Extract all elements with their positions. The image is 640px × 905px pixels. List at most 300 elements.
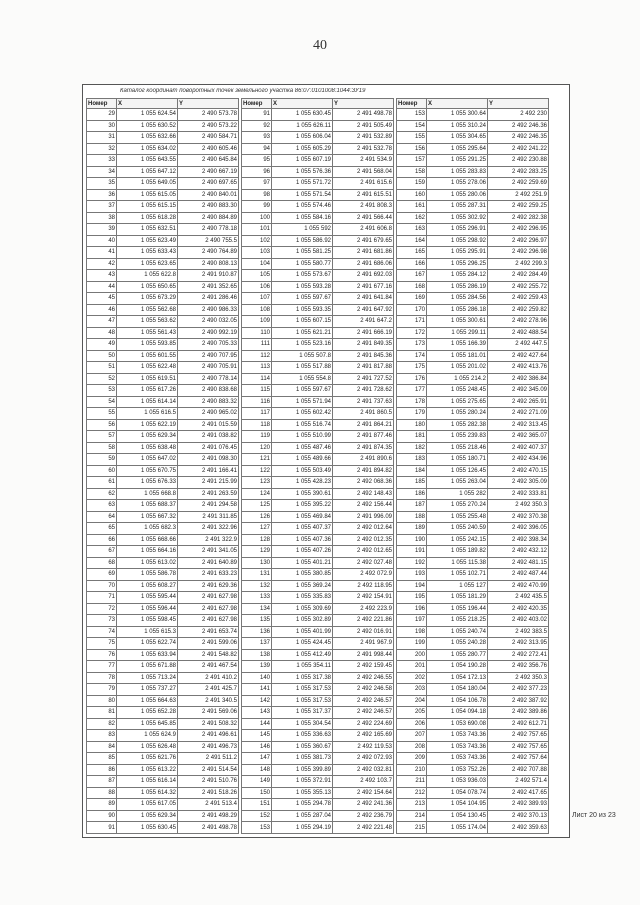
coord-y: 2 491 410.2 xyxy=(178,672,239,684)
coord-y: 2 492 255.72 xyxy=(488,281,549,293)
header-row xyxy=(397,99,549,109)
coord-y: 2 491 425.7 xyxy=(178,684,239,696)
point-number: 81 xyxy=(87,707,117,719)
coord-x: 1 055 360.67 xyxy=(272,741,333,753)
coord-y: 2 492 305.09 xyxy=(488,477,549,489)
point-number: 203 xyxy=(397,684,427,696)
coord-y: 2 492 230.88 xyxy=(488,155,549,167)
coord-y: 2 491 322.9 xyxy=(178,534,239,546)
coord-y: 2 492 571.4 xyxy=(488,776,549,788)
table-row xyxy=(242,235,394,247)
coord-x: 1 055 593.85 xyxy=(117,339,178,351)
coord-y: 2 492 221.86 xyxy=(333,615,394,627)
table-row xyxy=(397,143,549,155)
coord-y: 2 491 615.6 xyxy=(333,178,394,190)
coord-x: 1 055 284.56 xyxy=(427,293,488,305)
coord-y: 2 492 757.64 xyxy=(488,753,549,765)
point-number: 176 xyxy=(397,373,427,385)
coord-y: 2 492 032.81 xyxy=(333,764,394,776)
coord-y: 2 490 965.02 xyxy=(178,408,239,420)
table-row xyxy=(397,132,549,144)
coord-y: 2 492 156.44 xyxy=(333,500,394,512)
point-number: 32 xyxy=(87,143,117,155)
table-row xyxy=(87,385,239,397)
table-row xyxy=(397,247,549,259)
point-number: 85 xyxy=(87,753,117,765)
coord-y: 2 491 496.61 xyxy=(178,730,239,742)
table-row xyxy=(87,350,239,362)
point-number: 59 xyxy=(87,454,117,466)
point-number: 161 xyxy=(397,201,427,213)
table-row xyxy=(87,143,239,155)
coord-x: 1 055 181.01 xyxy=(427,350,488,362)
coord-y: 2 492 370.13 xyxy=(488,810,549,822)
coord-x: 1 055 576.36 xyxy=(272,166,333,178)
point-number: 74 xyxy=(87,626,117,638)
coord-x: 1 055 516.74 xyxy=(272,419,333,431)
table-row xyxy=(397,764,549,776)
coord-y: 2 490 778.14 xyxy=(178,373,239,385)
coord-x: 1 055 126.45 xyxy=(427,465,488,477)
coord-y: 2 492 159.45 xyxy=(333,661,394,673)
table-row xyxy=(242,143,394,155)
table-row xyxy=(87,753,239,765)
table-row xyxy=(87,465,239,477)
table-row xyxy=(242,454,394,466)
coord-x: 1 055 650.65 xyxy=(117,281,178,293)
point-number: 202 xyxy=(397,672,427,684)
table-row xyxy=(397,810,549,822)
coord-y: 2 491 679.65 xyxy=(333,235,394,247)
coord-y: 2 491 534.9 xyxy=(333,155,394,167)
point-number: 100 xyxy=(242,212,272,224)
point-number: 211 xyxy=(397,776,427,788)
point-number: 215 xyxy=(397,822,427,834)
coord-x: 1 055 580.77 xyxy=(272,258,333,270)
table-row xyxy=(242,258,394,270)
table-row xyxy=(242,304,394,316)
point-number: 73 xyxy=(87,615,117,627)
coord-x: 1 055 507.8 xyxy=(272,350,333,362)
coord-x: 1 055 602.42 xyxy=(272,408,333,420)
table-row xyxy=(242,730,394,742)
coord-y: 2 491 894.82 xyxy=(333,465,394,477)
header-x: X xyxy=(272,99,333,109)
coord-y: 2 490 992.19 xyxy=(178,327,239,339)
coord-x: 1 055 622.74 xyxy=(117,638,178,650)
coord-y: 2 491 627.98 xyxy=(178,592,239,604)
point-number: 72 xyxy=(87,603,117,615)
coord-y: 2 492 236.79 xyxy=(333,810,394,822)
point-number: 52 xyxy=(87,373,117,385)
table-row xyxy=(242,534,394,546)
point-number: 68 xyxy=(87,557,117,569)
coord-x: 1 055 304.54 xyxy=(272,718,333,730)
table-row xyxy=(242,362,394,374)
coord-x: 1 055 618.28 xyxy=(117,212,178,224)
table-row xyxy=(242,477,394,489)
coord-x: 1 055 489.66 xyxy=(272,454,333,466)
table-row xyxy=(397,822,549,834)
table-row xyxy=(397,350,549,362)
point-number: 199 xyxy=(397,638,427,650)
coord-x: 1 055 280.77 xyxy=(427,649,488,661)
coord-y: 2 491 653.74 xyxy=(178,626,239,638)
coord-x: 1 055 616.5 xyxy=(117,408,178,420)
point-number: 99 xyxy=(242,201,272,213)
point-number: 91 xyxy=(242,109,272,121)
point-number: 113 xyxy=(242,362,272,374)
table-row xyxy=(87,166,239,178)
table-row xyxy=(87,684,239,696)
coord-y: 2 491 352.65 xyxy=(178,281,239,293)
header-row xyxy=(87,99,239,109)
coord-y: 2 491 510.76 xyxy=(178,776,239,788)
coord-y: 2 490 573.22 xyxy=(178,120,239,132)
table-row xyxy=(87,810,239,822)
table-row xyxy=(397,212,549,224)
coord-y: 2 492 118.95 xyxy=(333,580,394,592)
table-row xyxy=(87,304,239,316)
table-row xyxy=(397,534,549,546)
coord-y: 2 491 633.23 xyxy=(178,569,239,581)
coord-x: 1 055 335.83 xyxy=(272,592,333,604)
coord-y: 2 492 383.5 xyxy=(488,626,549,638)
coord-y: 2 491 808.3 xyxy=(333,201,394,213)
coord-y: 2 492 435.5 xyxy=(488,592,549,604)
coord-y: 2 491 513.4 xyxy=(178,799,239,811)
coord-y: 2 490 838.68 xyxy=(178,385,239,397)
coord-y: 2 491 728.62 xyxy=(333,385,394,397)
table-row xyxy=(242,661,394,673)
point-number: 60 xyxy=(87,465,117,477)
point-number: 36 xyxy=(87,189,117,201)
table-row xyxy=(87,534,239,546)
point-number: 194 xyxy=(397,580,427,592)
point-number: 173 xyxy=(397,339,427,351)
coord-y: 2 491 640.89 xyxy=(178,557,239,569)
coord-x: 1 055 291.25 xyxy=(427,155,488,167)
table-row xyxy=(87,258,239,270)
table-row xyxy=(397,465,549,477)
table-row xyxy=(87,189,239,201)
table-row xyxy=(87,281,239,293)
table-row xyxy=(397,500,549,512)
coord-y: 2 492 272.41 xyxy=(488,649,549,661)
coord-x: 1 055 287.31 xyxy=(427,201,488,213)
coord-x: 1 055 407.26 xyxy=(272,546,333,558)
coord-y: 2 492 757.65 xyxy=(488,741,549,753)
point-number: 135 xyxy=(242,615,272,627)
coord-y: 2 491 548.82 xyxy=(178,649,239,661)
coord-x: 1 055 354.11 xyxy=(272,661,333,673)
table-row xyxy=(242,224,394,236)
table-row xyxy=(87,477,239,489)
coord-y: 2 492 389.93 xyxy=(488,799,549,811)
coord-x: 1 055 571.54 xyxy=(272,189,333,201)
coord-y: 2 492 396.05 xyxy=(488,523,549,535)
coord-y: 2 492 299.3 xyxy=(488,258,549,270)
point-number: 163 xyxy=(397,224,427,236)
table-row xyxy=(397,511,549,523)
coord-x: 1 055 407.37 xyxy=(272,523,333,535)
coord-y: 2 492 365.07 xyxy=(488,431,549,443)
coord-x: 1 055 295.91 xyxy=(427,247,488,259)
table-row xyxy=(397,649,549,661)
table-row xyxy=(87,408,239,420)
point-number: 138 xyxy=(242,649,272,661)
table-row xyxy=(87,511,239,523)
point-number: 121 xyxy=(242,454,272,466)
table-row xyxy=(242,649,394,661)
table-row xyxy=(87,178,239,190)
coord-y: 2 490 645.84 xyxy=(178,155,239,167)
coord-y: 2 491 508.32 xyxy=(178,718,239,730)
coord-x: 1 055 174.04 xyxy=(427,822,488,834)
table-row xyxy=(242,419,394,431)
table-row xyxy=(87,546,239,558)
coord-y: 2 492 072.9 xyxy=(333,569,394,581)
coord-x: 1 055 286.19 xyxy=(427,281,488,293)
table-row xyxy=(397,189,549,201)
table-row xyxy=(397,373,549,385)
point-number: 204 xyxy=(397,695,427,707)
coord-y: 2 490 986.33 xyxy=(178,304,239,316)
point-number: 58 xyxy=(87,442,117,454)
table-row xyxy=(397,638,549,650)
coord-x: 1 055 619.51 xyxy=(117,373,178,385)
point-number: 123 xyxy=(242,477,272,489)
coord-y: 2 492 282.38 xyxy=(488,212,549,224)
point-number: 180 xyxy=(397,419,427,431)
point-number: 132 xyxy=(242,580,272,592)
coord-y: 2 491 038.82 xyxy=(178,431,239,443)
coord-y: 2 492 470.99 xyxy=(488,580,549,592)
point-number: 33 xyxy=(87,155,117,167)
coord-x: 1 055 563.62 xyxy=(117,316,178,328)
coord-x: 1 055 688.37 xyxy=(117,500,178,512)
coord-y: 2 491 890.6 xyxy=(333,454,394,466)
coord-y: 2 492 481.15 xyxy=(488,557,549,569)
coord-x: 1 055 317.53 xyxy=(272,695,333,707)
point-number: 168 xyxy=(397,281,427,293)
coord-y: 2 491 629.36 xyxy=(178,580,239,592)
table-row xyxy=(87,109,239,121)
coord-x: 1 055 372.91 xyxy=(272,776,333,788)
coord-x: 1 055 189.82 xyxy=(427,546,488,558)
coord-x: 1 055 196.44 xyxy=(427,603,488,615)
table-row xyxy=(242,270,394,282)
point-number: 157 xyxy=(397,155,427,167)
point-number: 80 xyxy=(87,695,117,707)
coord-x: 1 055 275.65 xyxy=(427,396,488,408)
coord-y: 2 491 692.03 xyxy=(333,270,394,282)
table-row xyxy=(87,339,239,351)
coord-x: 1 054 078.74 xyxy=(427,787,488,799)
point-number: 63 xyxy=(87,500,117,512)
coord-y: 2 490 584.71 xyxy=(178,132,239,144)
coord-y: 2 492 420.35 xyxy=(488,603,549,615)
coord-x: 1 055 390.61 xyxy=(272,488,333,500)
point-number: 214 xyxy=(397,810,427,822)
coord-y: 2 491 498.78 xyxy=(333,109,394,121)
point-number: 42 xyxy=(87,258,117,270)
table-row xyxy=(242,488,394,500)
table-row xyxy=(397,304,549,316)
coord-y: 2 492 016.91 xyxy=(333,626,394,638)
coord-y: 2 492 221.48 xyxy=(333,822,394,834)
table-row xyxy=(87,488,239,500)
point-number: 96 xyxy=(242,166,272,178)
point-number: 54 xyxy=(87,396,117,408)
table-row xyxy=(87,442,239,454)
header-number: Номер xyxy=(87,99,117,109)
table-row xyxy=(87,120,239,132)
coord-y: 2 492 757.65 xyxy=(488,730,549,742)
coord-y: 2 492 377.23 xyxy=(488,684,549,696)
coord-y: 2 491 647.2 xyxy=(333,316,394,328)
coord-x: 1 055 713.24 xyxy=(117,672,178,684)
table-caption: Каталог координат поворотных точек земельного участка 86:07:0101008:1044:ЗУ19 xyxy=(120,88,366,94)
table-row xyxy=(242,787,394,799)
coord-x: 1 055 621.76 xyxy=(117,753,178,765)
coord-x: 1 055 613.22 xyxy=(117,764,178,776)
table-row xyxy=(242,281,394,293)
coord-x: 1 055 601.55 xyxy=(117,350,178,362)
table-row xyxy=(242,431,394,443)
coord-x: 1 055 201.02 xyxy=(427,362,488,374)
table-row xyxy=(87,718,239,730)
coordinate-tables xyxy=(86,98,548,834)
coord-y: 2 490 605.46 xyxy=(178,143,239,155)
coord-x: 1 055 668.8 xyxy=(117,488,178,500)
coord-x: 1 055 309.69 xyxy=(272,603,333,615)
point-number: 41 xyxy=(87,247,117,259)
table-row xyxy=(242,109,394,121)
coord-x: 1 055 240.74 xyxy=(427,626,488,638)
table-row xyxy=(397,488,549,500)
header-number: Номер xyxy=(242,99,272,109)
coord-y: 2 492 265.91 xyxy=(488,396,549,408)
coord-y: 2 492 278.96 xyxy=(488,316,549,328)
coord-x: 1 055 608.27 xyxy=(117,580,178,592)
coord-y: 2 491 967.9 xyxy=(333,638,394,650)
coord-y: 2 492 259.25 xyxy=(488,201,549,213)
coord-y: 2 492 284.49 xyxy=(488,270,549,282)
point-number: 90 xyxy=(87,810,117,822)
coord-y: 2 491 568.04 xyxy=(333,166,394,178)
point-number: 29 xyxy=(87,109,117,121)
coord-x: 1 055 317.38 xyxy=(272,672,333,684)
table-row xyxy=(397,672,549,684)
point-number: 209 xyxy=(397,753,427,765)
coord-y: 2 491 496.73 xyxy=(178,741,239,753)
point-number: 195 xyxy=(397,592,427,604)
coord-x: 1 055 632.66 xyxy=(117,132,178,144)
point-number: 115 xyxy=(242,385,272,397)
table-row xyxy=(397,201,549,213)
coord-x: 1 055 242.15 xyxy=(427,534,488,546)
table-row xyxy=(397,385,549,397)
table-row xyxy=(87,569,239,581)
coord-y: 2 491 910.87 xyxy=(178,270,239,282)
coord-y: 2 491 860.5 xyxy=(333,408,394,420)
table-row xyxy=(397,661,549,673)
coord-y: 2 492 012.35 xyxy=(333,534,394,546)
table-row xyxy=(242,155,394,167)
coord-x: 1 055 670.75 xyxy=(117,465,178,477)
table-row xyxy=(87,247,239,259)
point-number: 104 xyxy=(242,258,272,270)
coord-x: 1 055 632.51 xyxy=(117,224,178,236)
coord-x: 1 053 690.08 xyxy=(427,718,488,730)
coord-x: 1 054 130.45 xyxy=(427,810,488,822)
table-row xyxy=(87,661,239,673)
point-number: 129 xyxy=(242,546,272,558)
coord-x: 1 055 638.48 xyxy=(117,442,178,454)
point-number: 166 xyxy=(397,258,427,270)
point-number: 186 xyxy=(397,488,427,500)
coord-x: 1 055 562.68 xyxy=(117,304,178,316)
coord-y: 2 491 341.05 xyxy=(178,546,239,558)
point-number: 69 xyxy=(87,569,117,581)
coord-x: 1 055 166.39 xyxy=(427,339,488,351)
coord-x: 1 055 424.45 xyxy=(272,638,333,650)
point-number: 181 xyxy=(397,431,427,443)
point-number: 124 xyxy=(242,488,272,500)
table-row xyxy=(242,511,394,523)
table-row xyxy=(242,615,394,627)
coord-y: 2 491 166.41 xyxy=(178,465,239,477)
point-number: 88 xyxy=(87,787,117,799)
point-number: 165 xyxy=(397,247,427,259)
point-number: 98 xyxy=(242,189,272,201)
coord-x: 1 055 487.46 xyxy=(272,442,333,454)
coord-x: 1 055 624.9 xyxy=(117,730,178,742)
coord-y: 2 491 498.29 xyxy=(178,810,239,822)
table-row xyxy=(242,120,394,132)
table-row xyxy=(87,327,239,339)
table-row xyxy=(397,730,549,742)
point-number: 208 xyxy=(397,741,427,753)
table-row xyxy=(87,557,239,569)
point-number: 140 xyxy=(242,672,272,684)
point-number: 45 xyxy=(87,293,117,305)
coord-y: 2 492 119.53 xyxy=(333,741,394,753)
coord-y: 2 491 098.30 xyxy=(178,454,239,466)
point-number: 141 xyxy=(242,684,272,696)
coordinate-table-3 xyxy=(396,98,549,834)
point-number: 187 xyxy=(397,500,427,512)
table-row xyxy=(397,293,549,305)
coord-x: 1 055 286.18 xyxy=(427,304,488,316)
coord-x: 1 055 240.28 xyxy=(427,638,488,650)
coordinate-table-2 xyxy=(241,98,394,834)
point-number: 118 xyxy=(242,419,272,431)
point-number: 213 xyxy=(397,799,427,811)
coord-x: 1 055 595.44 xyxy=(117,592,178,604)
table-row xyxy=(397,718,549,730)
coord-y: 2 492 246.57 xyxy=(333,695,394,707)
coord-y: 2 492 068.36 xyxy=(333,477,394,489)
table-row xyxy=(242,546,394,558)
coord-y: 2 490 032.05 xyxy=(178,316,239,328)
coord-x: 1 055 624.54 xyxy=(117,109,178,121)
table-row xyxy=(242,316,394,328)
point-number: 183 xyxy=(397,454,427,466)
point-number: 153 xyxy=(242,822,272,834)
table-row xyxy=(397,419,549,431)
